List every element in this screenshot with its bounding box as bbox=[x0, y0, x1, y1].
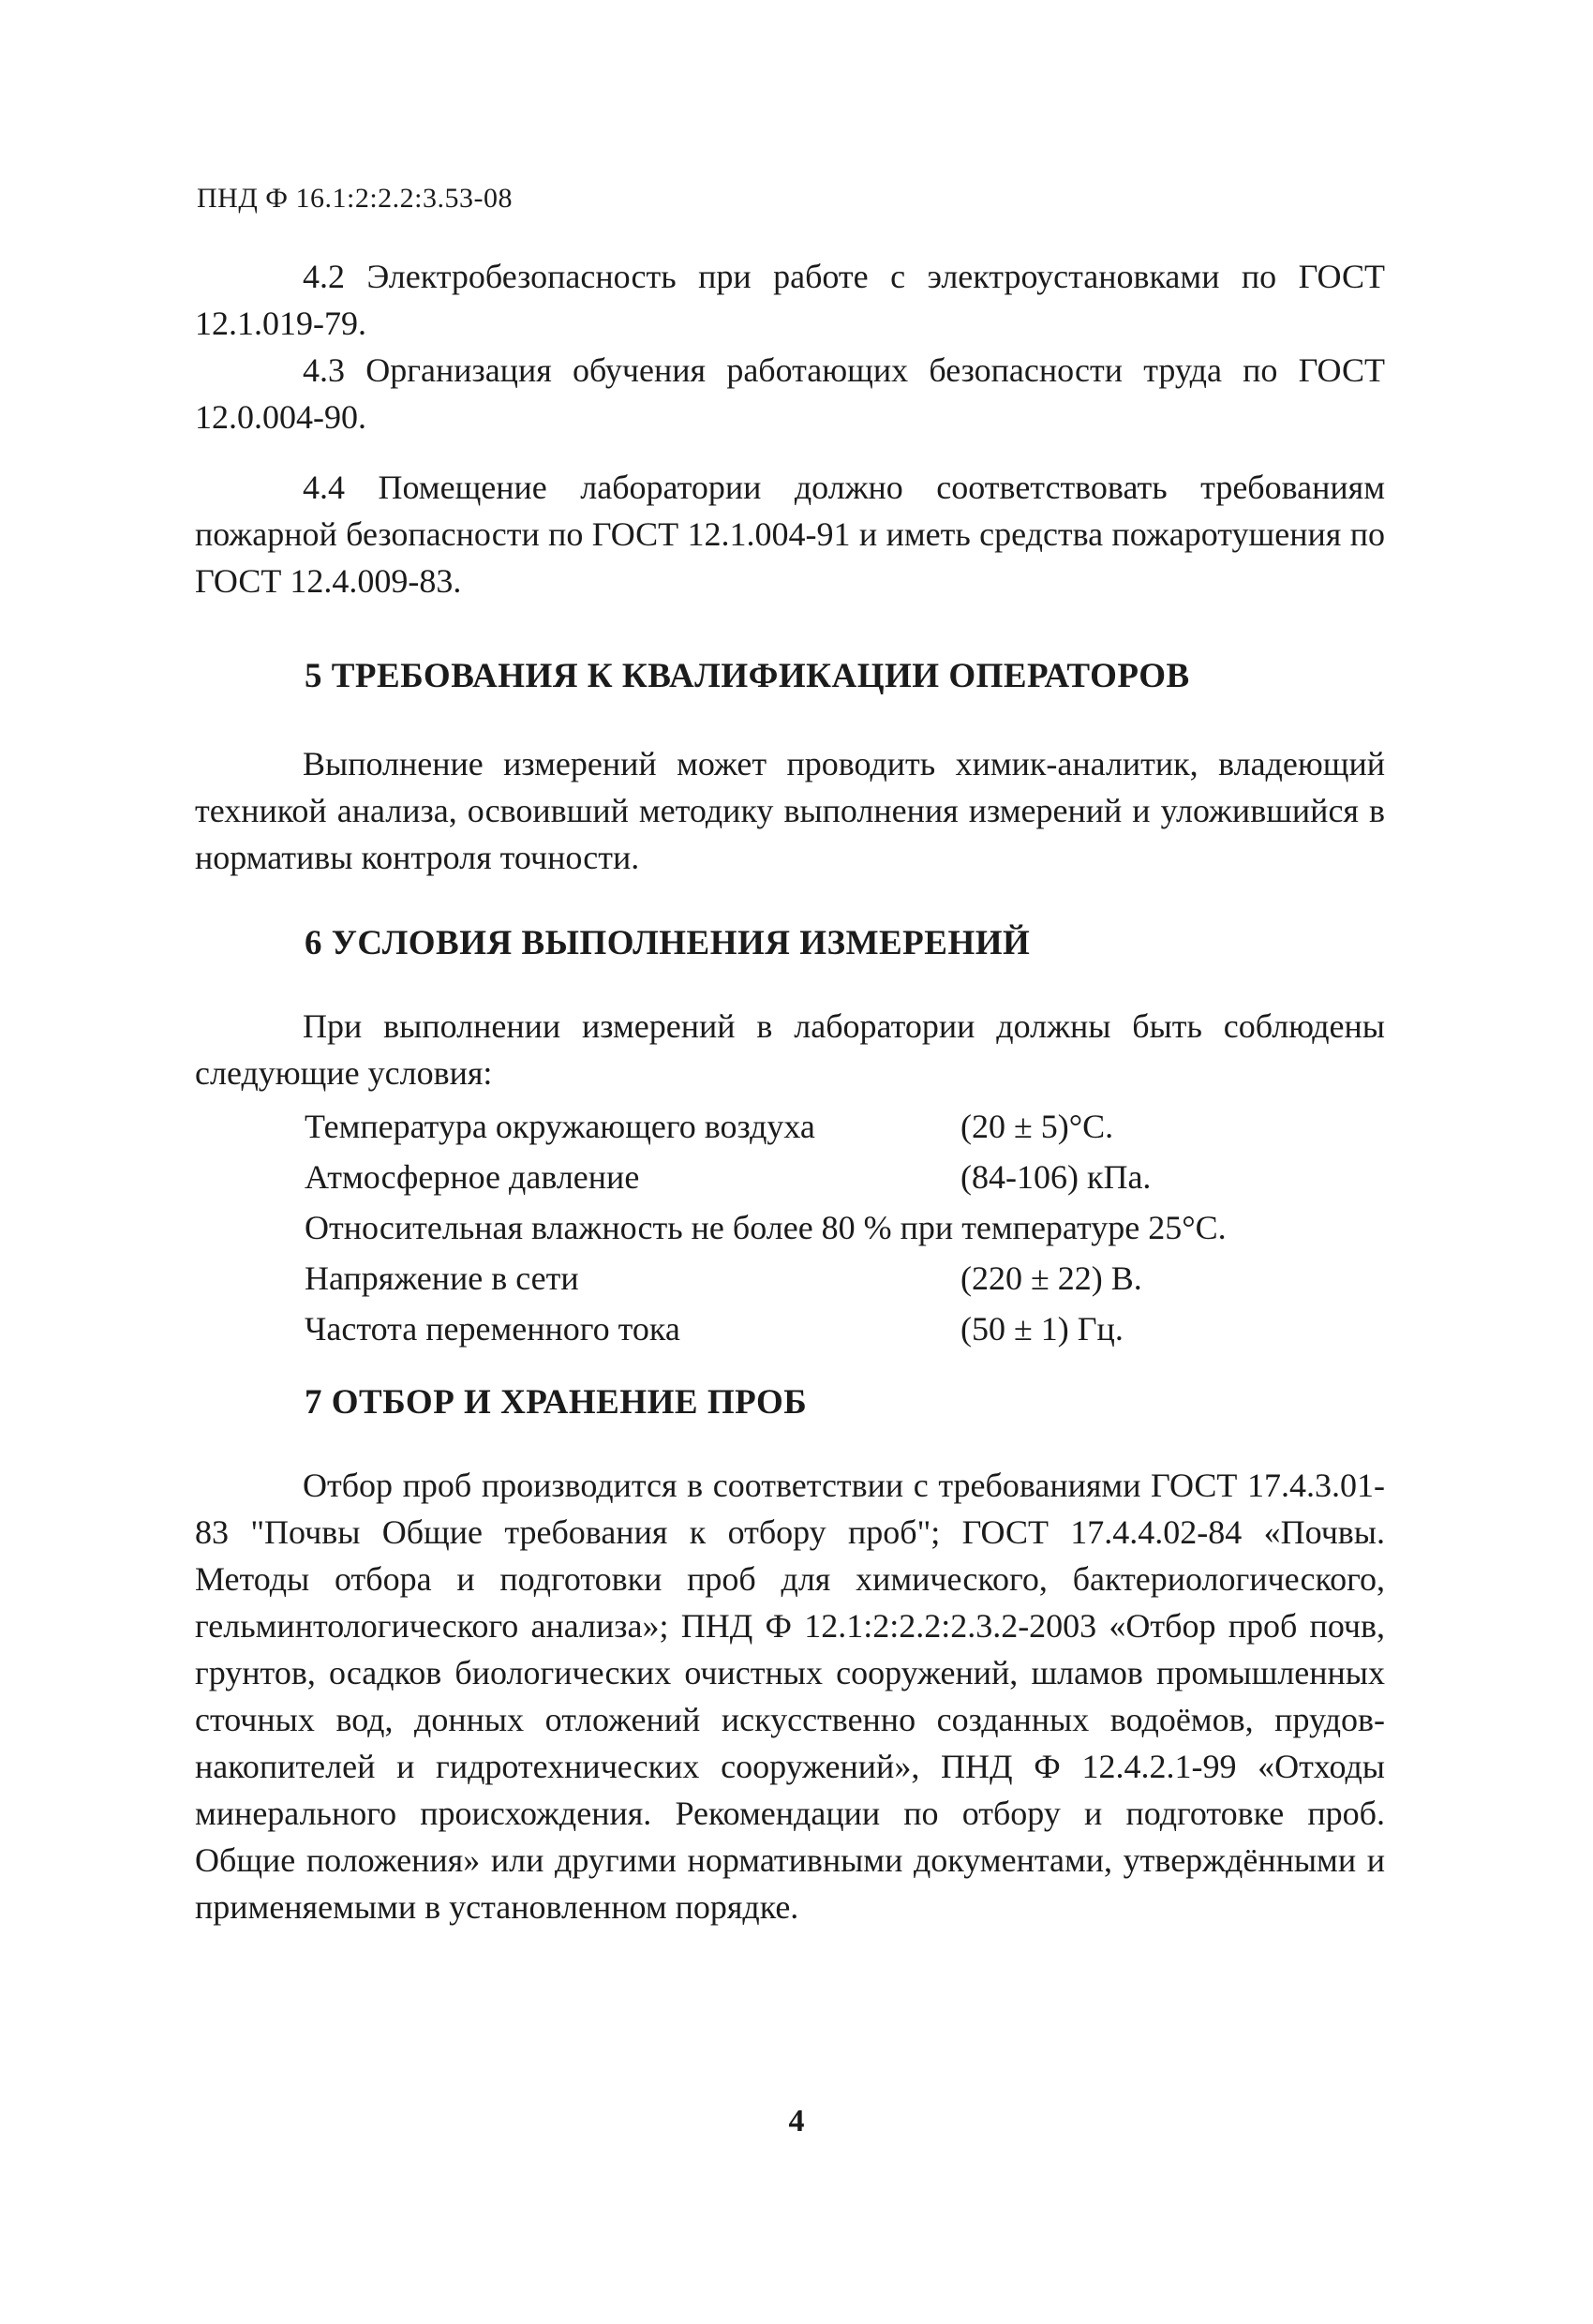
condition-value: (220 ± 22) В. bbox=[960, 1259, 1142, 1297]
condition-row bbox=[305, 1101, 1382, 1152]
condition-value: (20 ± 5)°С. bbox=[960, 1108, 1114, 1145]
condition-value: (50 ± 1) Гц. bbox=[960, 1310, 1124, 1348]
section-7-body bbox=[195, 1462, 1385, 1930]
conditions-list bbox=[305, 1101, 1382, 1354]
document-code-header: ПНД Ф 16.1:2:2.2:3.53-08 bbox=[197, 183, 513, 214]
condition-label: Относительная влажность не более 80 % при температуре 25°С. bbox=[305, 1209, 1227, 1246]
condition-row bbox=[305, 1152, 1382, 1202]
condition-value: (84-106) кПа. bbox=[960, 1158, 1152, 1196]
paragraph-7: Отбор проб производится в соответствии с требованиями ГОСТ 17.4.3.01-83 "Почвы Общие требования к отбору проб"; ГОСТ 17.4.4.02-84 «Почвы. Методы отбора и подготовки проб для химического, бактериологического, гельминтологического анализа»; ПНД Ф 12.1:2:2.2:2.3.2-2003 «Отбор проб почв, грунтов, осадков биологических очистных сооружений, шламов промышленных сточных вод, донных отложений искусственно созданных водоёмов, прудов-накопителей и гидротехнических сооружений», ПНД Ф 12.4.2.1-99 «Отходы минерального происхождения. Рекомендации по отбору и подготовке проб. Общие положения» или другими нормативными документами, утверждёнными и применяемыми в установленном порядке. bbox=[195, 1467, 1385, 1926]
condition-row bbox=[305, 1304, 1382, 1354]
paragraph-6-intro: При выполнении измерений в лаборатории должны быть соблюдены следующие условия: bbox=[195, 1007, 1385, 1092]
section-6-intro bbox=[195, 1003, 1385, 1096]
paragraph-4-4: 4.4 Помещение лаборатории должно соответствовать требованиям пожарной безопасности по ГОСТ 12.1.004-91 и иметь средства пожаротушения по ГОСТ 12.4.009-83. bbox=[195, 469, 1385, 600]
condition-row bbox=[305, 1202, 1382, 1253]
section-6-heading: 6 УСЛОВИЯ ВЫПОЛНЕНИЯ ИЗМЕРЕНИЙ bbox=[305, 924, 1031, 962]
section-7-heading: 7 ОТБОР И ХРАНЕНИЕ ПРОБ bbox=[305, 1383, 808, 1422]
condition-label: Температура окружающего воздуха bbox=[305, 1108, 815, 1145]
condition-label: Напряжение в сети bbox=[305, 1259, 579, 1297]
page-number: 4 bbox=[788, 2104, 805, 2138]
paragraph-4-3: 4.3 Организация обучения работающих безопасности труда по ГОСТ 12.0.004-90. bbox=[195, 351, 1385, 436]
condition-label: Атмосферное давление bbox=[305, 1158, 640, 1196]
section-4-items bbox=[195, 253, 1385, 604]
section-5-body bbox=[195, 740, 1385, 881]
paragraph-4-2: 4.2 Электробезопасность при работе с электроустановками по ГОСТ 12.1.019-79. bbox=[195, 258, 1385, 342]
paragraph-5: Выполнение измерений может проводить химик-аналитик, владеющий техникой анализа, освоивший методику выполнения измерений и уложившийся в нормативы контроля точности. bbox=[195, 745, 1385, 876]
condition-row bbox=[305, 1253, 1382, 1304]
condition-label: Частота переменного тока bbox=[305, 1310, 680, 1348]
section-5-heading: 5 ТРЕБОВАНИЯ К КВАЛИФИКАЦИИ ОПЕРАТОРОВ bbox=[305, 657, 1190, 695]
